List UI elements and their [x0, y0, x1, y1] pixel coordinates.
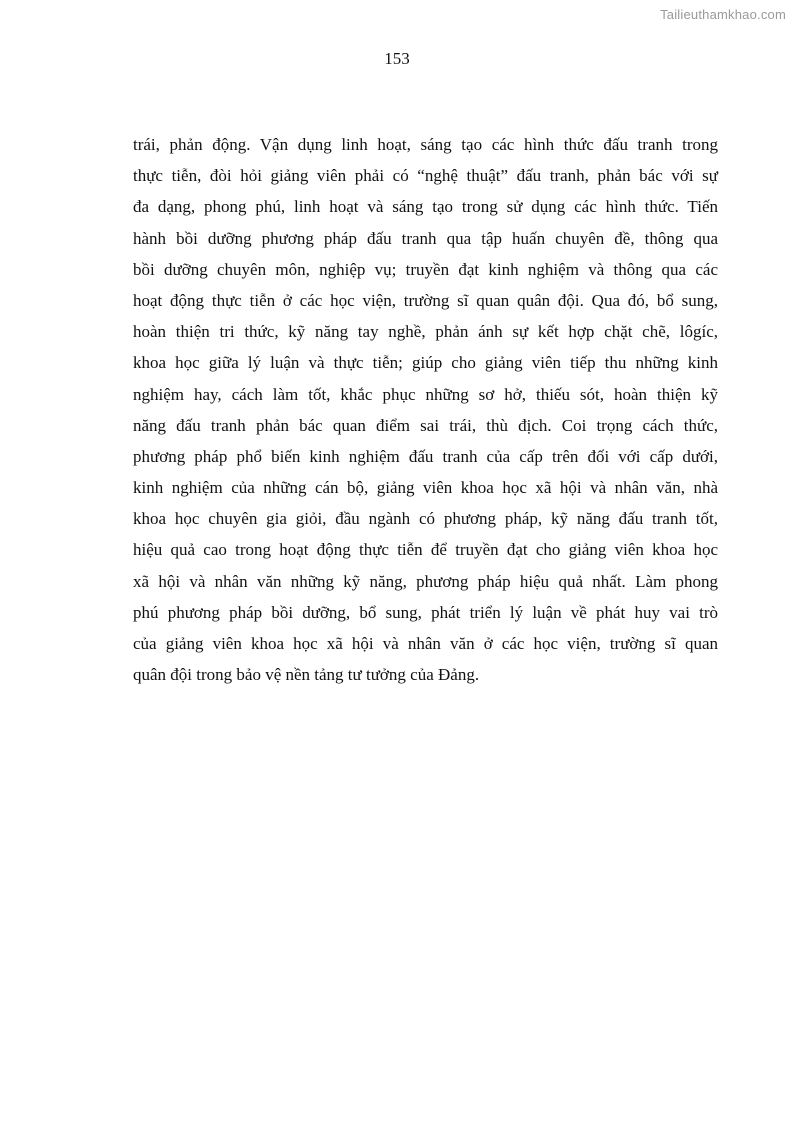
paragraph-line: phú phương pháp bồi dưỡng, bổ sung, phát triển lý luận về phát huy vai trò [133, 602, 718, 622]
paragraph-line: kinh nghiệm của những cán bộ, giảng viên khoa học xã hội và nhân văn, nhà [133, 478, 718, 498]
paragraph-line: trái, phản động. Vận dụng linh hoạt, sáng tạo các hình thức đấu tranh trong [133, 135, 718, 154]
paragraph-line: xã hội và nhân văn những kỹ năng, phương pháp hiệu quả nhất. Làm phong [133, 571, 718, 591]
paragraph-line: đa dạng, phong phú, linh hoạt và sáng tạo trong sử dụng các hình thức. Tiến [133, 197, 718, 217]
paragraph-line: khoa học giữa lý luận và thực tiễn; giúp cho giảng viên tiếp thu những kinh [133, 353, 718, 373]
paragraph-line: hiệu quả cao trong hoạt động thực tiễn để truyền đạt cho giảng viên khoa học [133, 540, 718, 560]
paragraph-line: thực tiễn, đòi hỏi giảng viên phải có “nghệ thuật” đấu tranh, phản bác với sự [133, 166, 718, 186]
paragraph-line: hoàn thiện tri thức, kỹ năng tay nghề, phản ánh sự kết hợp chặt chẽ, lôgíc, [133, 322, 718, 342]
watermark: Tailieuthamkhao.com [660, 7, 786, 22]
paragraph-line: của giảng viên khoa học xã hội và nhân văn ở các học viện, trường sĩ quan [133, 634, 718, 653]
paragraph-line: hành bồi dưỡng phương pháp đấu tranh qua tập huấn chuyên đề, thông qua [133, 228, 718, 248]
paragraph-line: hoạt động thực tiễn ở các học viện, trường sĩ quan quân đội. Qua đó, bổ sung, [133, 290, 718, 310]
paragraph-line: khoa học chuyên gia giỏi, đầu ngành có phương pháp, kỹ năng đấu tranh tốt, [133, 509, 718, 529]
body-paragraph [133, 129, 718, 690]
paragraph-line: năng đấu tranh phản bác quan điểm sai trái, thù địch. Coi trọng cách thức, [133, 415, 718, 435]
paragraph-line: phương pháp phổ biến kinh nghiệm đấu tranh của cấp trên đối với cấp dưới, [133, 446, 718, 466]
paragraph-line: bồi dưỡng chuyên môn, nghiệp vụ; truyền đạt kinh nghiệm và thông qua các [133, 259, 718, 279]
page-number: 153 [384, 49, 410, 68]
paragraph-line-last: quân đội trong bảo vệ nền tảng tư tưởng của Đảng. [133, 665, 480, 685]
paragraph-line: nghiệm hay, cách làm tốt, khắc phục những sơ hở, thiếu sót, hoàn thiện kỹ [133, 384, 718, 404]
